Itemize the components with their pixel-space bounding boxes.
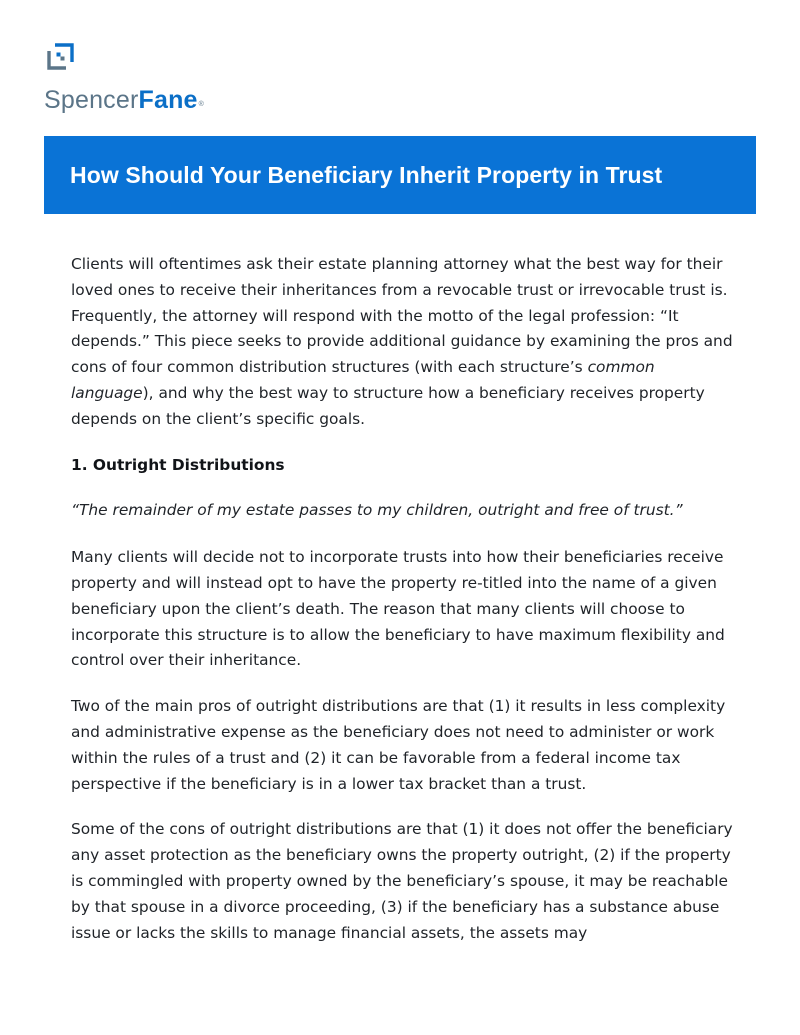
- article-body: [71, 252, 733, 966]
- registered-mark: ®: [198, 101, 205, 108]
- paragraph-3: Two of the main pros of outright distributions are that (1) it results in less complexity and administrative expense as the beneficiary does not need to administer or work within the rules of a trust and (2) it can be favorable from a federal income tax perspective if the beneficiary is in a lower tax bracket than a trust.: [71, 697, 726, 793]
- paragraph-4: Some of the cons of outright distributions are that (1) it does not offer the beneficiary any asset protection as the beneficiary owns the property outright, (2) if the property is commingled with property owned by the beneficiary’s spouse, it may be reachable by that spouse in a divorce proceeding, (3) if the beneficiary has a substance abuse issue or lacks the skills to manage financial assets, the assets may: [71, 820, 733, 942]
- logo-wordmark: [44, 85, 204, 115]
- logo-word-spencer: Spencer: [44, 86, 139, 114]
- page-title: How Should Your Beneficiary Inherit Property in Trust: [70, 161, 663, 188]
- paragraph-2: Many clients will decide not to incorporate trusts into how their beneficiaries receive property and will instead opt to have the property re-titled into the name of a given beneficiary upon the client’s death. The reason that many clients will choose to incorporate this structure is to allow the beneficiary to have maximum flexibility and control over their inheritance.: [71, 548, 725, 670]
- section1-heading: 1. Outright Distributions: [71, 455, 285, 474]
- intro-paragraph: [71, 252, 733, 433]
- intro-text-part2: ), and why the best way to structure how a beneficiary receives property depends on the client’s specific goals.: [71, 383, 705, 428]
- intro-emphasis: common language: [71, 358, 655, 402]
- intro-text-part1: Clients will oftentimes ask their estate planning attorney what the best way for their loved ones to receive their inheritances from a revocable trust or irrevocable trust is. Frequently, the attorney will respond with the motto of the legal profession: “It depends.” This piece seeks to provide additional guidance by examining the pros and cons of four common distribution structures (with each structure’s: [71, 255, 733, 377]
- spencer-fane-logo-icon: [47, 43, 74, 70]
- title-banner: [44, 136, 756, 214]
- logo-word-fane: Fane: [138, 86, 198, 114]
- section1-quote: “The remainder of my estate passes to my children, outright and free of trust.”: [71, 501, 683, 520]
